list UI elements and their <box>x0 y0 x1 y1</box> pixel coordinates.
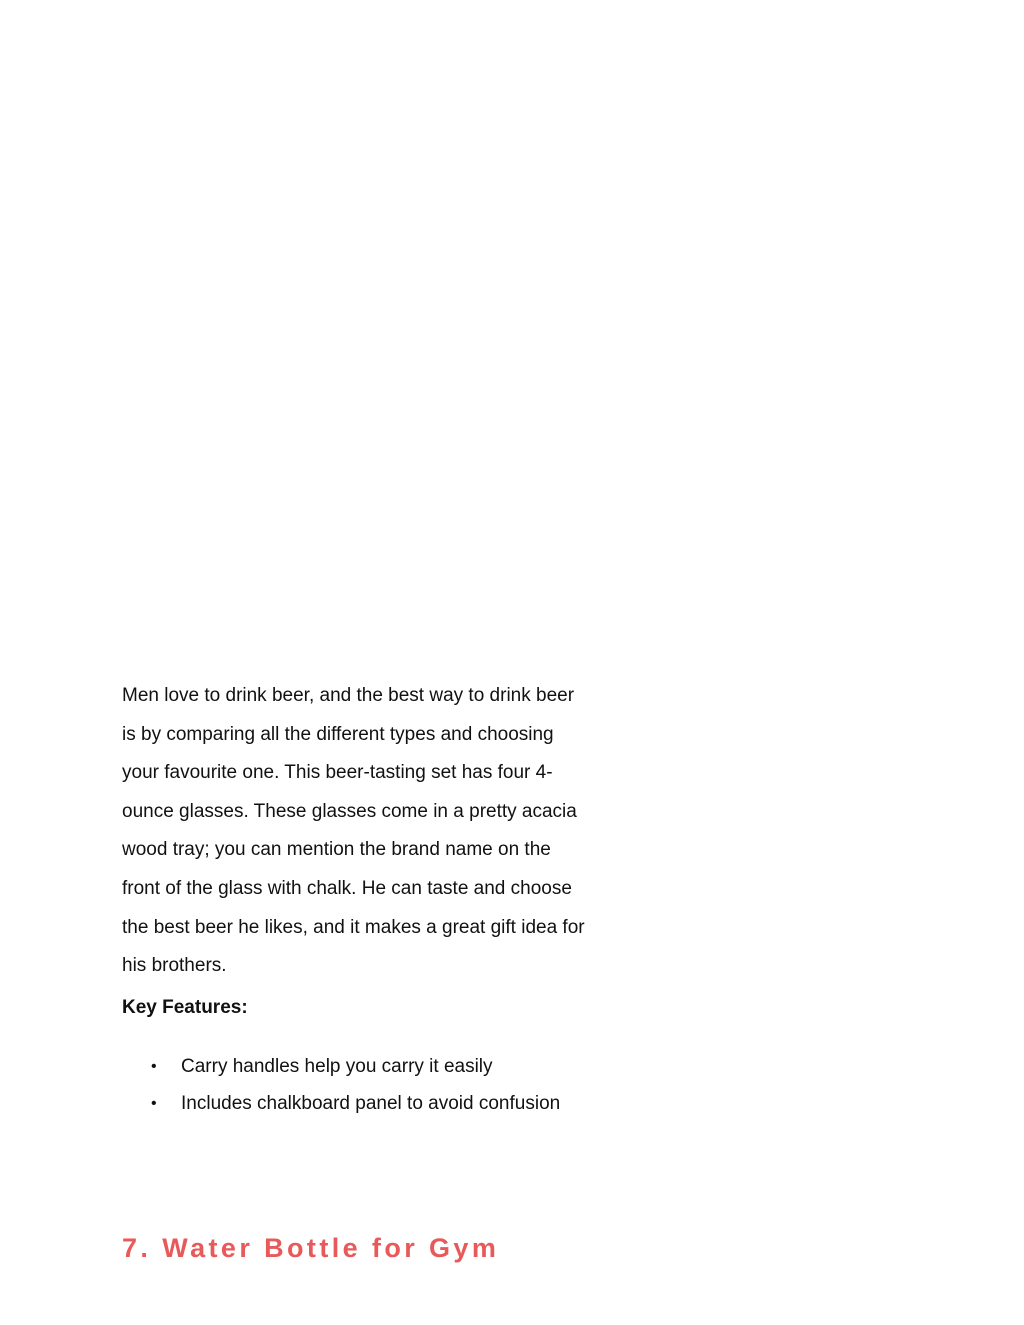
description-line: his brothers. <box>122 955 227 977</box>
description-line: Men love to drink beer, and the best way to drink beer <box>122 685 575 706</box>
description-line: your favourite one. This beer-tasting set has four 4- <box>122 762 553 784</box>
key-features-heading: Key Features: <box>122 997 248 1018</box>
description-line: wood tray; you can mention the brand name on the <box>122 839 551 861</box>
description-line: ounce glasses. These glasses come in a pretty acacia <box>122 800 577 822</box>
product-description <box>122 677 622 986</box>
bullet-icon: • <box>151 1058 157 1075</box>
feature-list <box>0 1048 560 1122</box>
list-item <box>0 1085 560 1122</box>
description-line: the best beer he likes, and it makes a great gift idea for <box>122 916 585 938</box>
feature-text: Carry handles help you carry it easily <box>181 1056 493 1077</box>
description-line: front of the glass with chalk. He can taste and choose <box>122 877 572 899</box>
bullet-icon: • <box>151 1095 157 1112</box>
section-heading: 7. Water Bottle for Gym <box>122 1233 500 1263</box>
feature-text: Includes chalkboard panel to avoid confusion <box>181 1093 561 1114</box>
description-line: is by comparing all the different types and choosing <box>122 723 554 745</box>
list-item <box>0 1048 560 1085</box>
